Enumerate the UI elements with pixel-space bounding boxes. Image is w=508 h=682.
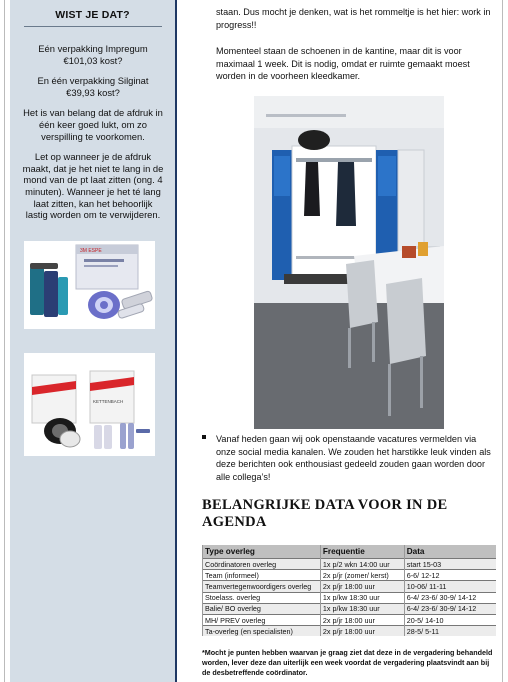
box-brand-label: 3M ESPE (80, 248, 102, 254)
table-cell: Ta-overleg (en specialisten) (203, 626, 321, 637)
table-cell: 28-5/ 5-11 (404, 626, 496, 637)
sidebar-divider (24, 26, 162, 27)
table-row (203, 581, 497, 592)
table-cell: Coördinatoren overleg (203, 559, 321, 570)
table-cell: 1x p/kw 18:30 uur (320, 603, 404, 614)
table-cell: Stoelass. overleg (203, 592, 321, 603)
table-row (203, 592, 497, 603)
shoes-paragraph: Momenteel staan de schoenen in de kantine, maar dit is voor maximaal 1 week. Dit is nodig, omdat er ruimte gemaakt moest worden in de voorheen kleedkamer. (216, 46, 470, 82)
bullet-marker (202, 435, 206, 439)
table-cell: 10-06/ 11-11 (404, 581, 496, 592)
table-cell: 2x p/jr 18:00 uur (320, 626, 404, 637)
table-cell: Balie/ BO overleg (203, 603, 321, 614)
table-cell: 2x p/jr 18:00 uur (320, 614, 404, 625)
table-cell: 1x p/2 wkn 14:00 uur (320, 559, 404, 570)
table-row (203, 570, 497, 581)
table-cell: MH/ PREV overleg (203, 614, 321, 625)
sidebar-paragraph: Let op wanneer je de afdruk maakt, dat je het niet te lang in de mond van de pt laat zitten (ong. 4 minuten). Wanneer je het té lang laat zitten, kan het behoorlijk lastig worden om te verwijderen. (22, 151, 164, 221)
intro-paragraph: staan. Dus mocht je denken, wat is het rommeltje is het hier: work in progress!! (216, 7, 491, 30)
table-cell: start 15-03 (404, 559, 496, 570)
table-cell: Team (informeel) (203, 570, 321, 581)
sidebar-paragraph: Het is van belang dat de afdruk in één keer goed lukt, om zo verspilling te voorkomen. (23, 107, 163, 142)
table-cell: 20-5/ 14-10 (404, 614, 496, 625)
table-cell: 6-4/ 23-6/ 30-9/ 14-12 (404, 592, 496, 603)
agenda-footnote: *Mocht je punten hebben waarvan je graag ziet dat deze in de vergadering behandeld worden, lever deze dan uiterlijk een week voordat de vergadering plaatsvindt aan bij de desbetreffende coördinator. (202, 648, 493, 678)
box-brand-label: KETTENBACH (93, 399, 124, 404)
table-row (203, 603, 497, 614)
sidebar-text-block (22, 43, 164, 230)
table-cell: Teamvertegenwoordigers overleg (203, 581, 321, 592)
table-row (203, 559, 497, 570)
table-cell: 2x p/jr 18:00 uur (320, 581, 404, 592)
column-header: Data (404, 545, 496, 559)
sidebar-title: WIST JE DAT? (55, 9, 130, 21)
silginat-product-image (24, 353, 155, 456)
impregum-product-image (24, 241, 155, 329)
table-cell: 1x p/kw 18:30 uur (320, 592, 404, 603)
sidebar-paragraph: Eén verpakking Impregum €101,03 kost? (38, 43, 148, 66)
locker-room-photo (254, 96, 444, 429)
agenda-heading: BELANGRIJKE DATA VOOR IN DE AGENDA (202, 497, 448, 530)
sidebar-panel (10, 0, 177, 682)
column-header: Frequentie (320, 545, 404, 559)
table-row (203, 626, 497, 637)
column-header: Type overleg (203, 545, 321, 559)
table-cell: 2x p/jr (zomer/ kerst) (320, 570, 404, 581)
agenda-table (202, 545, 496, 636)
table-cell: 6-4/ 23-6/ 30-9/ 14-12 (404, 603, 496, 614)
sidebar-paragraph: En één verpakking Silginat €39,93 kost? (37, 75, 149, 98)
table-cell: 6-6/ 12-12 (404, 570, 496, 581)
table-header-row (203, 545, 497, 559)
table-row (203, 614, 497, 625)
bullet-text: Vanaf heden gaan wij ook openstaande vacatures vermelden via onze social media kanalen. We zouden het harstikke leuk vinden als deze berichten ook enthousiast gedeeld zouden gaan worden door alle collega’s! (216, 434, 491, 482)
